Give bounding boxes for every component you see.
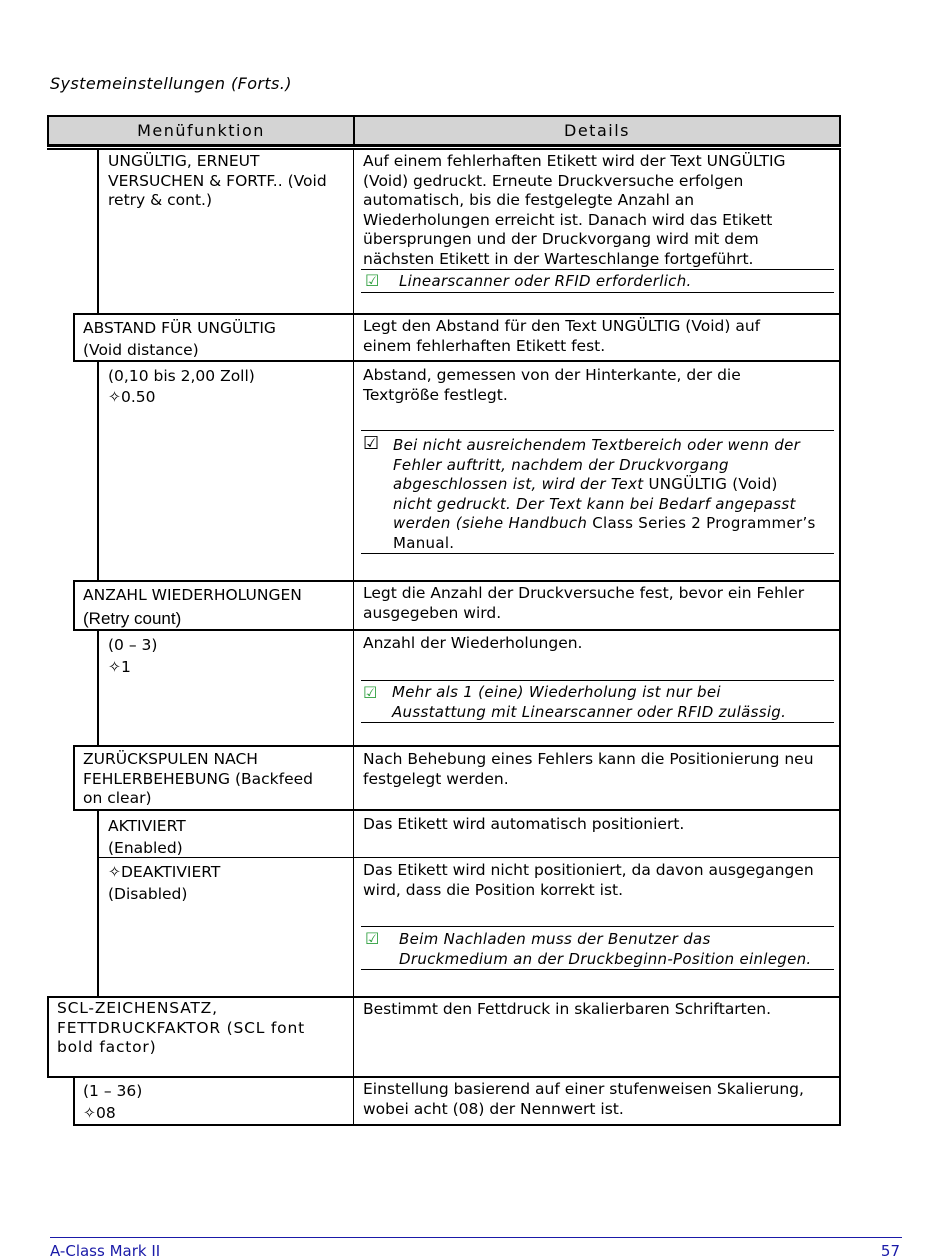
header-menu: Menüfunktion (47, 115, 355, 146)
row1-note: Linearscanner oder RFID erforderlich. (399, 272, 692, 290)
check-box-icon: ☑ (363, 433, 380, 454)
row10-details: Einstellung basierend auf einer stufenweisen Skalierung, wobei acht (08) der Nennwert ist. (363, 1080, 804, 1118)
row9-menu: SCL-ZEICHENSATZ, FETTDRUCKFAKTOR (SCL font bold factor) (57, 999, 305, 1056)
footer-rule (50, 1237, 902, 1238)
row1-menu: UNGÜLTIG, ERNEUT VERSUCHEN & FORTF.. (Void retry & cont.) (108, 152, 327, 209)
row6-menu: ZURÜCKSPULEN NACH FEHLERBEHEBUNG (Backfeed on clear) (83, 750, 313, 807)
row5-details: Anzahl der Wiederholungen. (363, 634, 583, 652)
row1-details: Auf einem fehlerhaften Etikett wird der Text UNGÜLTIG (Void) gedruckt. Erneute Druckversuche erfolgen automatisch, bis die festgelegte Anzahl an Wiederholungen erreicht ist. Danach wird das Etikett übersprungen und der Druckvorgang wird mit dem nächsten Etikett in der Warteschlange fortgeführt. (363, 152, 786, 268)
row7-details: Das Etikett wird automatisch positioniert. (363, 815, 685, 833)
footer-product: A-Class Mark II (50, 1242, 161, 1260)
row5-menu: (0 – 3) ✧1 (108, 636, 158, 676)
row4-details: Legt die Anzahl der Druckversuche fest, bevor ein Fehler ausgegeben wird. (363, 584, 805, 622)
page-number: 57 (880, 1242, 900, 1260)
row8-details: Das Etikett wird nicht positioniert, da davon ausgegangen wird, dass die Position korrekt ist. (363, 861, 814, 899)
row3-menu: (0,10 bis 2,00 Zoll) ✧0.50 (108, 367, 255, 406)
row2-details: Legt den Abstand für den Text UNGÜLTIG (Void) auf einem fehlerhaften Etikett fest. (363, 317, 761, 355)
header-details: Details (353, 115, 841, 146)
row9-details: Bestimmt den Fettdruck in skalierbaren Schriftarten. (363, 1000, 772, 1018)
check-box-icon: ☑ (365, 271, 380, 290)
row5-note: Mehr als 1 (eine) Wiederholung ist nur bei Ausstattung mit Linearscanner oder RFID zulässig. (392, 683, 787, 721)
row3-details: Abstand, gemessen von der Hinterkante, der die Textgröße festlegt. (363, 366, 741, 404)
check-box-icon: ☑ (363, 683, 378, 702)
row10-menu: (1 – 36) ✧08 (83, 1082, 143, 1122)
row3-note: Bei nicht ausreichendem Textbereich oder wenn der Fehler auftritt, nachdem der Druckvorgang abgeschlossen ist, wird der Text UNGÜLTIG (Void) nicht gedruckt. Der Text kann bei Bedarf angepasst werden (siehe Handbuch Class Series 2 Programmer’s Manual. (393, 436, 816, 552)
row7-menu: AKTIVIERT (Enabled) (108, 817, 186, 857)
page-title: Systemeinstellungen (Forts.) (50, 74, 292, 93)
row8-note: Beim Nachladen muss der Benutzer das Druckmedium an der Druckbeginn-Position einlegen. (399, 930, 812, 968)
row4-menu: ANZAHL WIEDERHOLUNGEN (Retry count) (83, 586, 302, 628)
row8-menu: ✧DEAKTIVIERT (Disabled) (108, 863, 221, 903)
row6-details: Nach Behebung eines Fehlers kann die Positionierung neu festgelegt werden. (363, 750, 814, 788)
row2-menu: ABSTAND FÜR UNGÜLTIG (Void distance) (83, 319, 276, 359)
check-box-icon: ☑ (365, 929, 380, 948)
